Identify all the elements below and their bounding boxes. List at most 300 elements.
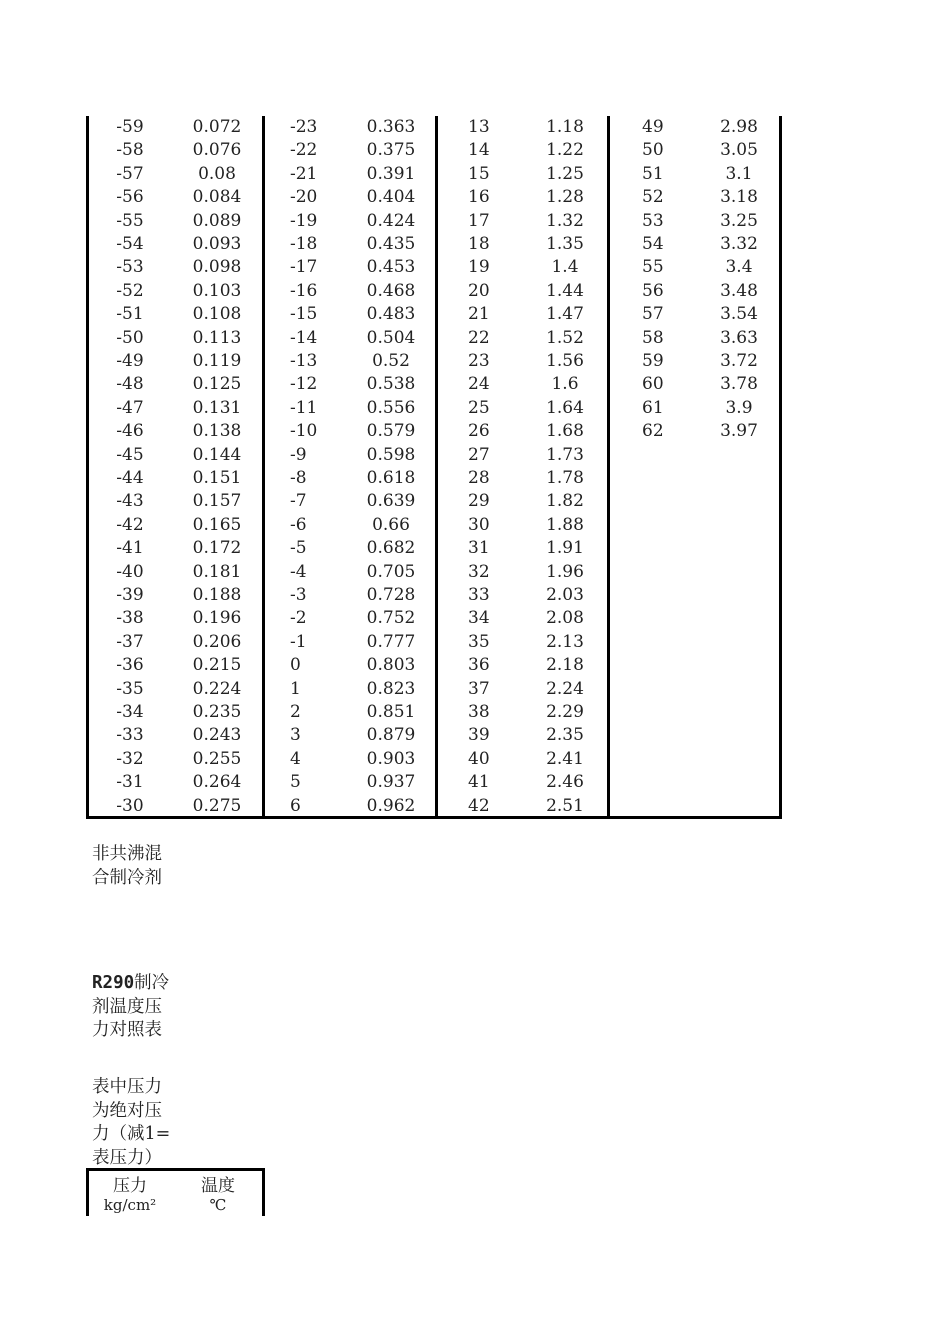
table-block-2 bbox=[260, 116, 432, 816]
table-row bbox=[86, 724, 258, 747]
table-row bbox=[608, 397, 780, 420]
pressure-cell: 3.25 bbox=[720, 210, 758, 231]
temperature-cell: -53 bbox=[116, 257, 144, 278]
temperature-cell: -31 bbox=[116, 772, 144, 793]
table-row bbox=[260, 116, 432, 139]
pressure-cell: 0.275 bbox=[192, 795, 242, 816]
table-row bbox=[434, 303, 606, 326]
temperature-cell: -54 bbox=[116, 234, 144, 254]
pressure-cell: 0.172 bbox=[192, 538, 242, 559]
temperature-cell: -40 bbox=[116, 561, 144, 582]
table-row bbox=[434, 350, 606, 373]
temperature-cell: 30 bbox=[468, 514, 490, 535]
temperature-cell: -56 bbox=[116, 187, 144, 208]
pressure-cell: 0.424 bbox=[366, 210, 416, 231]
pressure-cell: 1.73 bbox=[546, 444, 584, 465]
table-row bbox=[86, 373, 258, 396]
pressure-cell: 1.44 bbox=[546, 280, 584, 301]
table-row bbox=[434, 397, 606, 420]
pressure-cell: 0.404 bbox=[366, 187, 416, 208]
pressure-cell: 3.72 bbox=[720, 351, 758, 371]
pressure-cell: 3.18 bbox=[720, 187, 758, 208]
temperature-cell: -9 bbox=[290, 444, 307, 465]
table-border-left bbox=[86, 116, 89, 818]
pressure-cell: 1.28 bbox=[546, 187, 584, 208]
note-line: 剂温度压 bbox=[92, 996, 162, 1017]
temperature-cell: 40 bbox=[468, 748, 490, 769]
table-row bbox=[434, 771, 606, 794]
temperature-cell: 57 bbox=[642, 304, 664, 325]
temperature-cell: 5 bbox=[290, 772, 301, 793]
table-row bbox=[86, 163, 258, 186]
table-row bbox=[608, 163, 780, 186]
note-line: 合制冷剂 bbox=[92, 867, 162, 888]
pressure-cell: 0.131 bbox=[192, 397, 242, 418]
pressure-cell: 1.47 bbox=[546, 304, 584, 325]
temperature-cell: 28 bbox=[468, 468, 490, 488]
pressure-cell: 1.64 bbox=[546, 397, 584, 418]
temperature-cell: -3 bbox=[290, 585, 307, 605]
temperature-cell: 37 bbox=[468, 678, 490, 699]
table-row bbox=[260, 139, 432, 162]
pressure-cell: 3.9 bbox=[725, 397, 753, 418]
temperature-cell: 29 bbox=[468, 491, 490, 512]
table-row bbox=[260, 186, 432, 209]
temperature-cell: -41 bbox=[116, 538, 144, 559]
table-divider-2 bbox=[435, 116, 438, 818]
table-row bbox=[608, 116, 780, 139]
temperature-cell: -19 bbox=[290, 210, 318, 231]
temperature-cell: 15 bbox=[468, 163, 490, 184]
table-row bbox=[434, 163, 606, 186]
table-row bbox=[434, 280, 606, 303]
pressure-cell: 2.46 bbox=[546, 772, 584, 793]
temperature-cell: -11 bbox=[290, 397, 318, 418]
temperature-cell: 50 bbox=[642, 140, 664, 161]
pressure-cell: 1.78 bbox=[546, 468, 584, 488]
temperature-cell: -57 bbox=[116, 163, 144, 184]
table-row bbox=[260, 561, 432, 584]
note-line: 为绝对压 bbox=[92, 1100, 162, 1121]
table-row bbox=[608, 233, 780, 256]
table-block-1 bbox=[86, 116, 258, 816]
table-row bbox=[434, 256, 606, 279]
temperature-cell: -59 bbox=[116, 117, 144, 137]
temperature-cell: -55 bbox=[116, 210, 144, 231]
temperature-cell: 16 bbox=[468, 187, 490, 208]
pressure-cell: 0.639 bbox=[366, 491, 416, 512]
note-line: 表中压力 bbox=[92, 1077, 162, 1097]
temperature-cell: 34 bbox=[468, 608, 490, 629]
pressure-cell: 1.35 bbox=[546, 234, 584, 254]
pressure-cell: 0.215 bbox=[192, 655, 242, 676]
table-row bbox=[608, 303, 780, 326]
temperature-cell: 53 bbox=[642, 210, 664, 231]
temperature-cell: 31 bbox=[468, 538, 490, 559]
pressure-cell: 0.264 bbox=[192, 772, 242, 793]
table-row bbox=[434, 584, 606, 607]
pressure-temperature-table bbox=[86, 116, 782, 818]
table-row bbox=[260, 631, 432, 654]
temperature-cell: -42 bbox=[116, 514, 144, 535]
note-line bbox=[92, 972, 182, 996]
temperature-cell: 17 bbox=[468, 210, 490, 231]
pressure-cell: 2.03 bbox=[546, 585, 584, 605]
temperature-cell: -33 bbox=[116, 725, 144, 746]
temperature-cell: 25 bbox=[468, 397, 490, 418]
table-row bbox=[260, 537, 432, 560]
note-text: 制冷 bbox=[134, 973, 170, 993]
header-temperature-unit: ℃ bbox=[209, 1196, 227, 1214]
table-row bbox=[86, 350, 258, 373]
pressure-cell: 2.29 bbox=[546, 702, 584, 722]
pressure-cell: 0.08 bbox=[198, 163, 236, 184]
note-line: 力对照表 bbox=[92, 1020, 162, 1041]
pressure-cell: 3.54 bbox=[720, 304, 758, 325]
table-row bbox=[260, 303, 432, 326]
pressure-cell: 0.879 bbox=[366, 725, 416, 746]
pressure-cell: 0.728 bbox=[366, 585, 416, 605]
table-row bbox=[86, 444, 258, 467]
temperature-cell: -48 bbox=[116, 374, 144, 395]
pressure-cell: 1.68 bbox=[546, 421, 584, 442]
table-row bbox=[260, 607, 432, 630]
temperature-cell: -23 bbox=[290, 117, 318, 137]
temperature-cell: -35 bbox=[116, 678, 144, 699]
table-row bbox=[260, 584, 432, 607]
pressure-cell: 0.113 bbox=[192, 327, 242, 348]
temperature-cell: 21 bbox=[468, 304, 490, 325]
pressure-cell: 0.196 bbox=[192, 608, 242, 629]
table-row bbox=[86, 654, 258, 677]
table2-border-right bbox=[262, 1168, 265, 1216]
table-row bbox=[86, 280, 258, 303]
table-row bbox=[86, 607, 258, 630]
pressure-cell: 0.072 bbox=[192, 117, 242, 137]
table-row bbox=[260, 795, 432, 818]
table-row bbox=[86, 420, 258, 443]
pressure-cell: 0.803 bbox=[366, 655, 416, 676]
temperature-cell: 52 bbox=[642, 187, 664, 208]
pressure-cell: 1.88 bbox=[546, 514, 584, 535]
pressure-cell: 3.4 bbox=[725, 257, 753, 278]
table-block-4 bbox=[608, 116, 780, 816]
temperature-cell: 60 bbox=[642, 374, 664, 395]
temperature-cell: 6 bbox=[290, 795, 301, 816]
temperature-cell: -49 bbox=[116, 351, 144, 371]
pressure-cell: 0.157 bbox=[192, 491, 242, 512]
table-row bbox=[608, 327, 780, 350]
pressure-cell: 0.435 bbox=[366, 234, 416, 254]
temperature-cell: 22 bbox=[468, 327, 490, 348]
table-row bbox=[86, 467, 258, 490]
temperature-cell: 18 bbox=[468, 234, 490, 254]
table-row bbox=[260, 771, 432, 794]
pressure-cell: 3.78 bbox=[720, 374, 758, 395]
temperature-cell: -8 bbox=[290, 468, 307, 488]
temperature-cell: 49 bbox=[642, 117, 664, 137]
temperature-cell: 41 bbox=[468, 772, 490, 793]
pressure-cell: 0.504 bbox=[366, 327, 416, 348]
pressure-cell: 0.243 bbox=[192, 725, 242, 746]
pressure-cell: 1.82 bbox=[546, 491, 584, 512]
temperature-cell: -43 bbox=[116, 491, 144, 512]
table2-border-left bbox=[86, 1168, 89, 1216]
pressure-cell: 2.51 bbox=[546, 795, 584, 816]
table-row bbox=[260, 280, 432, 303]
table-row bbox=[86, 561, 258, 584]
table-block-3 bbox=[434, 116, 606, 816]
pressure-cell: 2.35 bbox=[546, 725, 584, 746]
table-row bbox=[434, 514, 606, 537]
pressure-cell: 1.25 bbox=[546, 163, 584, 184]
temperature-cell: -5 bbox=[290, 538, 307, 559]
table-row bbox=[434, 537, 606, 560]
table-row bbox=[434, 420, 606, 443]
pressure-cell: 1.91 bbox=[546, 538, 584, 559]
table-row bbox=[86, 186, 258, 209]
header-pressure: 压力 bbox=[113, 1176, 147, 1196]
temperature-cell: -15 bbox=[290, 304, 318, 325]
table-divider-1 bbox=[262, 116, 265, 818]
table-border-right bbox=[779, 116, 782, 818]
table-row bbox=[260, 467, 432, 490]
temperature-cell: -46 bbox=[116, 421, 144, 442]
pressure-cell: 0.483 bbox=[366, 304, 416, 325]
table-row bbox=[86, 327, 258, 350]
table-row bbox=[86, 490, 258, 513]
temperature-cell: -13 bbox=[290, 351, 318, 371]
pressure-cell: 0.255 bbox=[192, 748, 242, 769]
pressure-cell: 0.181 bbox=[192, 561, 242, 582]
pressure-cell: 3.32 bbox=[720, 234, 758, 254]
temperature-cell: -44 bbox=[116, 468, 144, 488]
pressure-cell: 0.556 bbox=[366, 397, 416, 418]
temperature-cell: -21 bbox=[290, 163, 318, 184]
temperature-cell: 1 bbox=[290, 678, 301, 699]
pressure-cell: 0.188 bbox=[192, 585, 242, 605]
temperature-cell: 4 bbox=[290, 748, 301, 769]
temperature-cell: 38 bbox=[468, 702, 490, 722]
pressure-cell: 1.32 bbox=[546, 210, 584, 231]
table-row bbox=[434, 116, 606, 139]
table-row bbox=[434, 631, 606, 654]
temperature-cell: -12 bbox=[290, 374, 318, 395]
temperature-cell: -38 bbox=[116, 608, 144, 629]
table-row bbox=[260, 678, 432, 701]
note-line: 表压力） bbox=[92, 1147, 162, 1168]
table-row bbox=[260, 490, 432, 513]
table-row bbox=[86, 514, 258, 537]
pressure-cell: 0.538 bbox=[366, 374, 416, 395]
pressure-cell: 0.363 bbox=[366, 117, 416, 137]
table-row bbox=[434, 724, 606, 747]
pressure-cell: 0.903 bbox=[366, 748, 416, 769]
pressure-cell: 3.1 bbox=[725, 163, 753, 184]
pressure-cell: 2.08 bbox=[546, 608, 584, 629]
temperature-cell: -39 bbox=[116, 585, 144, 605]
temperature-cell: -1 bbox=[290, 631, 307, 652]
note-r290-title bbox=[92, 972, 182, 1043]
table-divider-3 bbox=[607, 116, 610, 818]
table-row bbox=[86, 678, 258, 701]
header-pressure-unit: kg/cm² bbox=[103, 1196, 157, 1214]
temperature-cell: 35 bbox=[468, 631, 490, 652]
pressure-cell: 3.48 bbox=[720, 280, 758, 301]
pressure-cell: 0.453 bbox=[366, 257, 416, 278]
note-non-azeotropic bbox=[92, 843, 182, 890]
note-line: 力（减1= bbox=[92, 1124, 171, 1145]
pressure-cell: 1.6 bbox=[551, 374, 579, 395]
pressure-cell: 0.391 bbox=[366, 163, 416, 184]
temperature-cell: 13 bbox=[468, 117, 490, 137]
pressure-cell: 0.119 bbox=[192, 351, 242, 371]
pressure-cell: 0.235 bbox=[192, 702, 242, 722]
temperature-cell: 54 bbox=[642, 234, 664, 254]
temperature-cell: 26 bbox=[468, 421, 490, 442]
temperature-cell: 59 bbox=[642, 351, 664, 371]
table-row bbox=[434, 444, 606, 467]
temperature-cell: -47 bbox=[116, 397, 144, 418]
pressure-cell: 0.165 bbox=[192, 514, 242, 535]
table-row bbox=[434, 139, 606, 162]
table-row bbox=[434, 327, 606, 350]
temperature-cell: 24 bbox=[468, 374, 490, 395]
table-row bbox=[434, 795, 606, 818]
table-row bbox=[434, 678, 606, 701]
table-row bbox=[260, 748, 432, 771]
temperature-cell: -36 bbox=[116, 655, 144, 676]
table-row bbox=[608, 139, 780, 162]
pressure-cell: 0.823 bbox=[366, 678, 416, 699]
pressure-cell: 0.705 bbox=[366, 561, 416, 582]
pressure-cell: 2.98 bbox=[720, 117, 758, 137]
table-row bbox=[260, 701, 432, 724]
pressure-cell: 2.18 bbox=[546, 655, 584, 676]
note-line: 非共沸混 bbox=[92, 844, 162, 864]
pressure-cell: 1.96 bbox=[546, 561, 584, 582]
header-temperature: 温度 bbox=[201, 1176, 235, 1196]
table-row bbox=[86, 584, 258, 607]
table-row bbox=[260, 163, 432, 186]
pressure-cell: 0.098 bbox=[192, 257, 242, 278]
table-row bbox=[608, 350, 780, 373]
pressure-cell: 0.598 bbox=[366, 444, 416, 465]
temperature-cell: -2 bbox=[290, 608, 307, 629]
pressure-cell: 0.375 bbox=[366, 140, 416, 161]
pressure-cell: 0.125 bbox=[192, 374, 242, 395]
temperature-cell: -20 bbox=[290, 187, 318, 208]
pressure-cell: 0.089 bbox=[192, 210, 242, 231]
pressure-cell: 3.63 bbox=[720, 327, 758, 348]
pressure-cell: 0.777 bbox=[366, 631, 416, 652]
table-row bbox=[608, 420, 780, 443]
table-row bbox=[434, 467, 606, 490]
pressure-cell: 0.076 bbox=[192, 140, 242, 161]
temperature-cell: 36 bbox=[468, 655, 490, 676]
table-row bbox=[260, 444, 432, 467]
temperature-cell: 23 bbox=[468, 351, 490, 371]
pressure-cell: 0.224 bbox=[192, 678, 242, 699]
pressure-cell: 0.144 bbox=[192, 444, 242, 465]
table-row bbox=[608, 186, 780, 209]
pressure-cell: 0.962 bbox=[366, 795, 416, 816]
pressure-cell: 0.206 bbox=[192, 631, 242, 652]
pressure-cell: 0.468 bbox=[366, 280, 416, 301]
note-absolute-pressure bbox=[92, 1076, 182, 1170]
table-row bbox=[608, 373, 780, 396]
table-row bbox=[86, 256, 258, 279]
pressure-cell: 1.56 bbox=[546, 351, 584, 371]
table-row bbox=[86, 139, 258, 162]
table-row bbox=[86, 233, 258, 256]
pressure-cell: 1.4 bbox=[551, 257, 579, 278]
temperature-cell: -18 bbox=[290, 234, 318, 254]
table-row bbox=[260, 724, 432, 747]
table-row bbox=[434, 490, 606, 513]
pressure-cell: 1.52 bbox=[546, 327, 584, 348]
table-row bbox=[86, 701, 258, 724]
table-row bbox=[260, 327, 432, 350]
pressure-cell: 0.579 bbox=[366, 421, 416, 442]
table-row bbox=[260, 256, 432, 279]
temperature-cell: -32 bbox=[116, 748, 144, 769]
temperature-cell: 39 bbox=[468, 725, 490, 746]
pressure-cell: 0.093 bbox=[192, 234, 242, 254]
pressure-cell: 0.682 bbox=[366, 538, 416, 559]
temperature-cell: 19 bbox=[468, 257, 490, 278]
table-row bbox=[434, 186, 606, 209]
pressure-cell: 0.108 bbox=[192, 304, 242, 325]
temperature-cell: -52 bbox=[116, 280, 144, 301]
temperature-cell: 56 bbox=[642, 280, 664, 301]
pressure-cell: 0.851 bbox=[366, 702, 416, 722]
temperature-cell: 42 bbox=[468, 795, 490, 816]
pressure-cell: 2.41 bbox=[546, 748, 584, 769]
table-row bbox=[260, 210, 432, 233]
pressure-cell: 0.138 bbox=[192, 421, 242, 442]
table-row bbox=[260, 233, 432, 256]
table-row bbox=[608, 256, 780, 279]
table-row bbox=[86, 795, 258, 818]
table-row bbox=[86, 748, 258, 771]
temperature-cell: 0 bbox=[290, 655, 301, 676]
temperature-cell: -34 bbox=[116, 702, 144, 722]
temperature-cell: -50 bbox=[116, 327, 144, 348]
temperature-cell: 51 bbox=[642, 163, 664, 184]
table-row bbox=[86, 631, 258, 654]
temperature-cell: 32 bbox=[468, 561, 490, 582]
temperature-cell: -51 bbox=[116, 304, 144, 325]
temperature-cell: -6 bbox=[290, 514, 307, 535]
temperature-cell: 14 bbox=[468, 140, 490, 161]
table-row bbox=[260, 514, 432, 537]
pressure-cell: 0.618 bbox=[366, 468, 416, 488]
temperature-cell: 62 bbox=[642, 421, 664, 442]
pressure-cell: 0.66 bbox=[372, 514, 410, 535]
pressure-cell: 2.24 bbox=[546, 678, 584, 699]
table-row bbox=[434, 561, 606, 584]
temperature-cell: 55 bbox=[642, 257, 664, 278]
temperature-cell: -14 bbox=[290, 327, 318, 348]
temperature-cell: 27 bbox=[468, 444, 490, 465]
pressure-cell: 0.084 bbox=[192, 187, 242, 208]
table-row bbox=[260, 654, 432, 677]
temperature-cell: -16 bbox=[290, 280, 318, 301]
table-row bbox=[434, 654, 606, 677]
pressure-cell: 3.05 bbox=[720, 140, 758, 161]
table-row bbox=[434, 701, 606, 724]
